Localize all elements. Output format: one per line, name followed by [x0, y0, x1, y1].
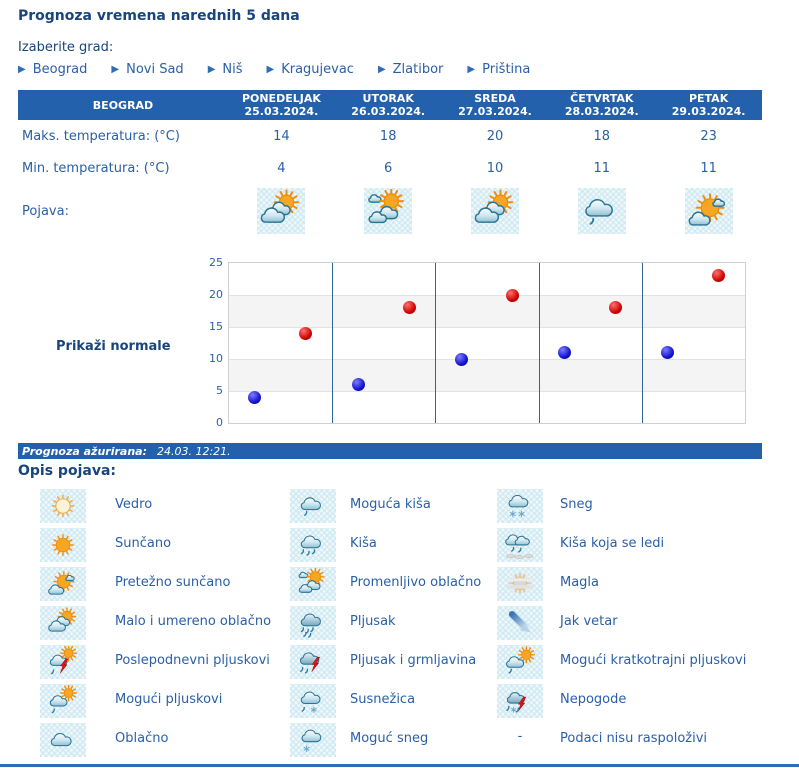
day-name: UTORAK [362, 92, 414, 105]
malo-i-umereno-oblacno-icon [257, 188, 305, 234]
legend-item-label: Magla [560, 575, 600, 590]
right-arrow-icon: ▶ [111, 63, 120, 75]
city-link-kragujevac[interactable] [267, 62, 354, 77]
pljusak-i-grmljavina-icon [290, 645, 336, 679]
day-divider-line [642, 263, 643, 423]
moguci-pljuskovi-icon [40, 684, 86, 718]
pljusak-icon [290, 606, 336, 640]
jak-vetar-icon [497, 606, 543, 640]
moguc-sneg-icon [290, 723, 336, 757]
min-temperature-row [18, 152, 762, 184]
day-header-cell [548, 90, 655, 120]
updated-time: 24.03. 12:21. [156, 444, 231, 458]
right-arrow-icon: ▶ [377, 63, 386, 75]
max-temp-dot [403, 301, 416, 314]
day-header-cell [335, 90, 442, 120]
malo-i-umereno-oblacno-icon [471, 188, 519, 234]
chart-band [229, 263, 745, 295]
bottom-divider [0, 764, 799, 767]
legend-item-label: Pretežno sunčano [115, 575, 231, 590]
pretezno-suncano-icon [40, 567, 86, 601]
city-link-pristina[interactable] [467, 62, 530, 77]
legend-item-label: Pljusak [350, 614, 396, 629]
city-link-label[interactable]: Novi Sad [126, 62, 184, 77]
day-date: 27.03.2024. [458, 105, 532, 118]
phenomenon-cell [548, 188, 655, 234]
forecast-table [18, 90, 762, 238]
moguca-kisa-icon [578, 188, 626, 234]
nepogode-icon [497, 684, 543, 718]
choose-city-label: Izaberite grad: [18, 40, 114, 55]
oblacno-icon [40, 723, 86, 757]
no-data-dash: - [517, 729, 523, 744]
legend-item-label: Pljusak i grmljavina [350, 653, 477, 668]
day-header-cell [228, 90, 335, 120]
chart-band [229, 359, 745, 392]
city-link-zlatibor[interactable] [378, 62, 443, 77]
forecast-table-header [18, 90, 762, 120]
min-temp-dot [352, 378, 365, 391]
min-temp-dot [455, 353, 468, 366]
city-link-label[interactable]: Priština [482, 62, 531, 77]
y-axis-tick-label: 10 [209, 352, 223, 365]
max-temp-value: 14 [273, 128, 290, 144]
legend-item-label: Podaci nisu raspoloživi [560, 731, 708, 746]
promenljivo-oblacno-icon [364, 188, 412, 234]
updated-label: Prognoza ažurirana: [22, 444, 147, 458]
legend-item-label: Nepogode [560, 692, 627, 707]
legend-item-label: Kiša koja se ledi [560, 536, 665, 551]
city-link-label[interactable]: Zlatibor [392, 62, 444, 77]
susnezica-icon [290, 684, 336, 718]
right-arrow-icon: ▶ [18, 63, 26, 75]
legend-item-label: Vedro [115, 497, 153, 512]
min-temp-value: 11 [593, 160, 611, 176]
city-link-label[interactable]: Kragujevac [281, 62, 354, 77]
day-date: 28.03.2024. [564, 105, 639, 118]
min-temp-value: 6 [384, 160, 393, 176]
legend-item-label: Malo i umereno oblačno [115, 614, 272, 629]
city-link-beograd[interactable] [18, 62, 87, 77]
phenomenon-cell [655, 188, 762, 234]
legend-item-label: Poslepodnevni pljuskovi [115, 653, 270, 668]
poslepodnevni-pljuskovi-icon [40, 645, 86, 679]
phenomena-label: Pojava: [22, 203, 69, 219]
day-date: 26.03.2024. [351, 105, 426, 118]
day-name: ČETVRTAK [570, 92, 634, 105]
temperature-chart [209, 256, 746, 429]
day-date: 29.03.2024. [671, 105, 746, 118]
min-temp-value: 11 [700, 160, 717, 176]
phenomena-row [18, 184, 762, 238]
right-arrow-icon: ▶ [266, 63, 275, 75]
max-temp-dot [506, 289, 519, 302]
phenomenon-cell [442, 188, 549, 234]
phenomenon-cell [228, 188, 335, 234]
y-axis-tick-label: 5 [216, 384, 223, 397]
min-temp-value: 10 [486, 160, 504, 176]
kisa-icon [290, 528, 336, 562]
max-temperature-label: Maks. temperatura: (°C) [22, 128, 180, 144]
legend-item-label: Susnežica [350, 692, 416, 707]
legend-item-label: Sunčano [115, 536, 172, 551]
city-links [18, 62, 530, 77]
sneg-icon [497, 489, 543, 523]
legend-item-label: Mogući pljuskovi [115, 692, 223, 707]
city-link-label[interactable]: Beograd [32, 62, 88, 77]
right-arrow-icon: ▶ [467, 63, 476, 75]
min-temp-value: 4 [277, 160, 286, 176]
legend-item-label: Oblačno [115, 731, 169, 746]
day-name: PETAK [688, 92, 729, 105]
day-divider-line [332, 263, 333, 423]
min-temp-dot [558, 346, 571, 359]
day-header-cell [655, 90, 762, 120]
day-name: SREDA [474, 92, 516, 105]
legend-item-label: Promenljivo oblačno [350, 575, 482, 590]
legend [0, 487, 799, 760]
max-temp-value: 18 [593, 128, 611, 144]
y-axis-tick-label: 20 [209, 288, 223, 301]
legend-item-label: Mogući kratkotrajni pljuskovi [560, 653, 747, 668]
day-header-cell [442, 90, 549, 120]
page-title: Prognoza vremena narednih 5 dana [18, 8, 300, 24]
legend-item-label: Moguć sneg [350, 731, 429, 746]
moguca-kisa-icon [290, 489, 336, 523]
city-link-novi-sad[interactable] [111, 62, 183, 77]
magla-icon [497, 567, 543, 601]
city-link-label[interactable]: Niš [222, 62, 243, 77]
max-temperature-row [18, 120, 762, 152]
legend-item-label: Moguća kiša [350, 497, 431, 512]
y-axis-tick-label: 0 [216, 416, 223, 429]
malo-i-umereno-oblacno-icon [40, 606, 86, 640]
promenljivo-oblacno-icon [290, 567, 336, 601]
day-date: 25.03.2024. [244, 105, 319, 118]
day-divider-line [435, 263, 436, 423]
max-temp-value: 23 [700, 128, 717, 144]
day-divider-line [539, 263, 540, 423]
max-temp-value: 18 [379, 128, 397, 144]
city-link-nis[interactable] [208, 62, 243, 77]
legend-item-label: Sneg [560, 497, 593, 512]
right-arrow-icon: ▶ [207, 63, 216, 75]
phenomenon-cell [335, 188, 442, 234]
pretezno-suncano-icon [685, 188, 733, 234]
kisa-koja-se-ledi-icon [497, 528, 543, 562]
y-axis-tick-label: 25 [209, 256, 223, 269]
vedro-icon [40, 489, 86, 523]
temperature-chart-section [18, 255, 762, 433]
legend-item-label: Jak vetar [560, 614, 618, 629]
city-header-cell: BEOGRAD [92, 98, 154, 112]
moguci-kratkotrajni-pljuskovi-icon [497, 645, 543, 679]
max-temp-value: 20 [486, 128, 504, 144]
chart-band [229, 295, 745, 328]
min-temperature-label: Min. temperatura: (°C) [22, 160, 170, 176]
legend-item-label: Kiša [350, 536, 377, 551]
day-name: PONEDELJAK [241, 92, 321, 105]
updated-bar [18, 443, 762, 459]
show-normals-link[interactable]: Prikaži normale [56, 339, 171, 354]
suncano-icon [40, 528, 86, 562]
y-axis-tick-label: 15 [209, 320, 223, 333]
legend-heading: Opis pojava: [18, 463, 116, 479]
chart-band [229, 391, 745, 424]
